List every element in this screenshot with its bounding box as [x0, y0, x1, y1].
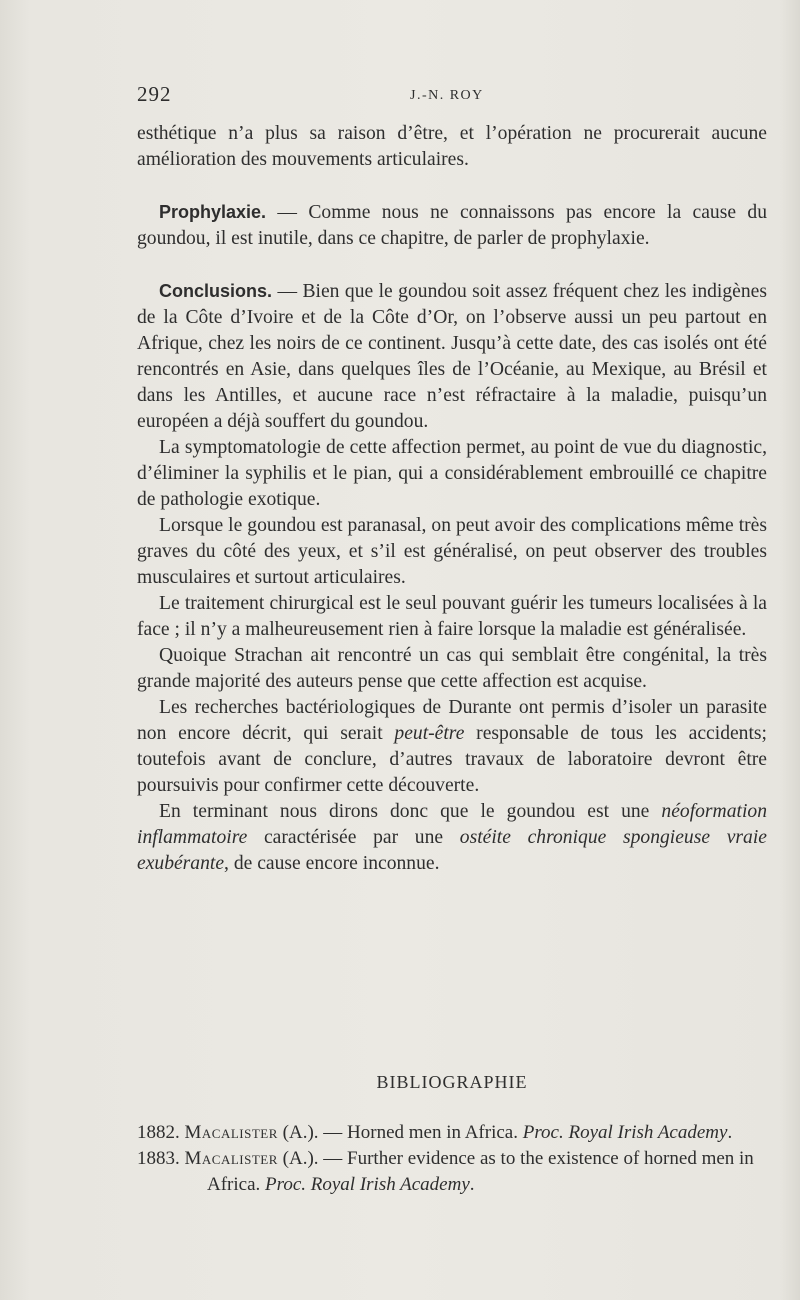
ref-year: 1883.: [137, 1148, 180, 1169]
paragraph-continuation: esthétique n’a plus sa raison d’être, et l’opération ne procurerait aucune amélioration des mouvements articulaires.: [137, 123, 767, 170]
page-number: 292: [137, 82, 172, 106]
recherches-text-b: responsable de tous les accidents; toutefois avant de conclure, d’autres travaux de laboratoire devront être poursuivis pour confirmer cette découverte.: [137, 723, 767, 796]
main-text: [137, 121, 767, 877]
ref-author: Macalister: [184, 1148, 278, 1169]
paragraph-recherches: [137, 695, 767, 799]
final-italic-1: néoformation inflammatoire: [137, 801, 767, 848]
section-conclusions: [137, 278, 767, 435]
paragraph-final: [137, 799, 767, 877]
section-prophylaxie: [137, 199, 767, 252]
ref-title: (A.). — Horned men in Africa.: [277, 1122, 523, 1143]
running-head: J.-N. ROY: [410, 88, 484, 103]
bibliography-title: BIBLIOGRAPHIE: [376, 1072, 528, 1092]
ref-title: (A.). — Further evidence as to the existence of horned men in Africa.: [207, 1148, 754, 1195]
ref-year: 1882.: [137, 1122, 180, 1143]
final-text-c: , de cause encore inconnue.: [224, 853, 440, 874]
ref-journal: Proc. Royal Irish Academy: [265, 1174, 470, 1195]
conclusions-text: — Bien que le goundou soit assez fréquent chez les indigènes de la Côte d’Ivoire et de la Côte d’Or, on l’observe aussi un peu partout en Afrique, chez les noirs de ce continent. Jusqu’à cette date, des cas isolés ont été rencontrés en Asie, dans quelques îles de l’Océanie, au Mexique, au Brésil et dans les Antilles, et aucune race n’est réfractaire à la maladie, puisqu’un européen a déjà souffert du goundou.: [137, 281, 767, 432]
bibliography-list: [137, 1120, 767, 1198]
page-header: [137, 82, 777, 112]
prophylaxie-text: — Comme nous ne connaissons pas encore la cause du goundou, il est inutile, dans ce chapitre, de parler de prophylaxie.: [137, 202, 767, 249]
recherches-italic: peut-être: [394, 723, 465, 744]
paragraph-complications: Lorsque le goundou est paranasal, on peut avoir des complications même très graves du côté des yeux, et s’il est généralisé, on peut observer des troubles musculaires et surtout articulaires.: [137, 515, 767, 588]
paragraph-traitement: Le traitement chirurgical est le seul pouvant guérir les tumeurs localisées à la face ; il n’y a malheureusement rien à faire lorsque la maladie est généralisée.: [137, 593, 767, 640]
recherches-text-a: Les recherches bactériologiques de Durante ont permis d’isoler un parasite non encore décrit, qui serait: [137, 697, 767, 744]
bibliography-entry: [137, 1120, 767, 1146]
ref-author: Macalister: [184, 1122, 278, 1143]
ref-end: .: [727, 1122, 733, 1143]
final-text-a: En terminant nous dirons donc que le goundou est une: [159, 801, 662, 822]
section-heading-conclusions: Conclusions.: [159, 281, 273, 301]
paragraph-strachan: Quoique Strachan ait rencontré un cas qui semblait être congénital, la très grande majorité des auteurs pense que cette affection est acquise.: [137, 645, 767, 692]
final-text-b: caractérisée par une: [247, 827, 460, 848]
section-heading-prophylaxie: Prophylaxie.: [159, 202, 267, 222]
ref-journal: Proc. Royal Irish Academy: [522, 1122, 728, 1143]
final-italic-2: ostéite chronique spongieuse vraie exubérante: [137, 827, 767, 874]
ref-end: .: [469, 1174, 475, 1195]
paragraph-symptomatologie: La symptomatologie de cette affection permet, au point de vue du diagnostic, d’éliminer la syphilis et le pian, qui a considérablement embrouillé ce chapitre de pathologie exotique.: [137, 437, 767, 510]
bibliography-entry: [137, 1146, 767, 1198]
